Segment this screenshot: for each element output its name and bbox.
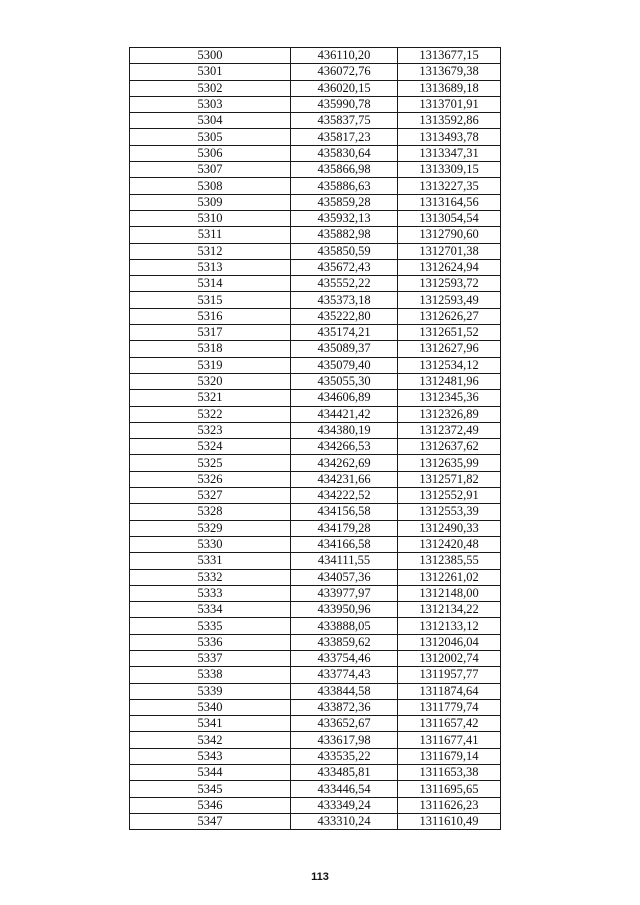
point-number-cell: 5306 xyxy=(130,145,291,161)
y-coordinate-cell: 1312372,49 xyxy=(398,422,501,438)
y-coordinate-cell: 1311779,74 xyxy=(398,699,501,715)
point-number-cell: 5313 xyxy=(130,259,291,275)
point-number-cell: 5340 xyxy=(130,699,291,715)
x-coordinate-cell: 433859,62 xyxy=(291,634,398,650)
table-row xyxy=(130,618,501,634)
x-coordinate-cell: 433872,36 xyxy=(291,699,398,715)
y-coordinate-cell: 1312790,60 xyxy=(398,227,501,243)
point-number-cell: 5315 xyxy=(130,292,291,308)
y-coordinate-cell: 1311957,77 xyxy=(398,667,501,683)
y-coordinate-cell: 1312593,72 xyxy=(398,276,501,292)
y-coordinate-cell: 1311653,38 xyxy=(398,765,501,781)
x-coordinate-cell: 435932,13 xyxy=(291,210,398,226)
table-row xyxy=(130,325,501,341)
table-row xyxy=(130,455,501,471)
y-coordinate-cell: 1312490,33 xyxy=(398,520,501,536)
table-row xyxy=(130,439,501,455)
y-coordinate-cell: 1312627,96 xyxy=(398,341,501,357)
y-coordinate-cell: 1312326,89 xyxy=(398,406,501,422)
x-coordinate-cell: 435886,63 xyxy=(291,178,398,194)
x-coordinate-cell: 435373,18 xyxy=(291,292,398,308)
table-row xyxy=(130,341,501,357)
x-coordinate-cell: 433310,24 xyxy=(291,813,398,829)
x-coordinate-cell: 434179,28 xyxy=(291,520,398,536)
x-coordinate-cell: 435222,80 xyxy=(291,308,398,324)
x-coordinate-cell: 433754,46 xyxy=(291,650,398,666)
x-coordinate-cell: 435055,30 xyxy=(291,373,398,389)
point-number-cell: 5339 xyxy=(130,683,291,699)
point-number-cell: 5319 xyxy=(130,357,291,373)
y-coordinate-cell: 1312002,74 xyxy=(398,650,501,666)
table-row xyxy=(130,292,501,308)
point-number-cell: 5324 xyxy=(130,439,291,455)
table-row xyxy=(130,162,501,178)
y-coordinate-cell: 1312534,12 xyxy=(398,357,501,373)
table-row xyxy=(130,667,501,683)
table-row xyxy=(130,536,501,552)
table-row xyxy=(130,373,501,389)
table-row xyxy=(130,390,501,406)
y-coordinate-cell: 1313679,38 xyxy=(398,64,501,80)
table-row xyxy=(130,602,501,618)
x-coordinate-cell: 434231,66 xyxy=(291,471,398,487)
point-number-cell: 5330 xyxy=(130,536,291,552)
point-number-cell: 5311 xyxy=(130,227,291,243)
table-row xyxy=(130,276,501,292)
table-row xyxy=(130,650,501,666)
y-coordinate-cell: 1311610,49 xyxy=(398,813,501,829)
point-number-cell: 5312 xyxy=(130,243,291,259)
table-row xyxy=(130,357,501,373)
point-number-cell: 5344 xyxy=(130,765,291,781)
table-row xyxy=(130,96,501,112)
table-row xyxy=(130,406,501,422)
x-coordinate-cell: 433485,81 xyxy=(291,765,398,781)
point-number-cell: 5337 xyxy=(130,650,291,666)
table-row xyxy=(130,683,501,699)
point-number-cell: 5307 xyxy=(130,162,291,178)
point-number-cell: 5326 xyxy=(130,471,291,487)
x-coordinate-cell: 433888,05 xyxy=(291,618,398,634)
point-number-cell: 5314 xyxy=(130,276,291,292)
x-coordinate-cell: 434266,53 xyxy=(291,439,398,455)
x-coordinate-cell: 433844,58 xyxy=(291,683,398,699)
x-coordinate-cell: 433535,22 xyxy=(291,748,398,764)
point-number-cell: 5329 xyxy=(130,520,291,536)
table-row xyxy=(130,781,501,797)
table-row xyxy=(130,504,501,520)
table-row xyxy=(130,64,501,80)
y-coordinate-cell: 1312134,22 xyxy=(398,602,501,618)
x-coordinate-cell: 435552,22 xyxy=(291,276,398,292)
y-coordinate-cell: 1312637,62 xyxy=(398,439,501,455)
table-row xyxy=(130,80,501,96)
y-coordinate-cell: 1313677,15 xyxy=(398,48,501,64)
y-coordinate-cell: 1312345,36 xyxy=(398,390,501,406)
x-coordinate-cell: 435866,98 xyxy=(291,162,398,178)
point-number-cell: 5347 xyxy=(130,813,291,829)
x-coordinate-cell: 436110,20 xyxy=(291,48,398,64)
y-coordinate-cell: 1313164,56 xyxy=(398,194,501,210)
y-coordinate-cell: 1311626,23 xyxy=(398,797,501,813)
coordinate-table xyxy=(129,47,501,830)
y-coordinate-cell: 1312552,91 xyxy=(398,488,501,504)
table-row xyxy=(130,113,501,129)
point-number-cell: 5300 xyxy=(130,48,291,64)
point-number-cell: 5325 xyxy=(130,455,291,471)
y-coordinate-cell: 1311874,64 xyxy=(398,683,501,699)
x-coordinate-cell: 433977,97 xyxy=(291,585,398,601)
table-row xyxy=(130,178,501,194)
x-coordinate-cell: 434262,69 xyxy=(291,455,398,471)
table-row xyxy=(130,634,501,650)
y-coordinate-cell: 1312385,55 xyxy=(398,553,501,569)
y-coordinate-cell: 1312624,94 xyxy=(398,259,501,275)
point-number-cell: 5309 xyxy=(130,194,291,210)
point-number-cell: 5310 xyxy=(130,210,291,226)
point-number-cell: 5342 xyxy=(130,732,291,748)
table-row xyxy=(130,813,501,829)
point-number-cell: 5345 xyxy=(130,781,291,797)
y-coordinate-cell: 1312481,96 xyxy=(398,373,501,389)
x-coordinate-cell: 436020,15 xyxy=(291,80,398,96)
table-row xyxy=(130,194,501,210)
x-coordinate-cell: 436072,76 xyxy=(291,64,398,80)
point-number-cell: 5322 xyxy=(130,406,291,422)
x-coordinate-cell: 433950,96 xyxy=(291,602,398,618)
x-coordinate-cell: 434421,42 xyxy=(291,406,398,422)
table-row xyxy=(130,471,501,487)
y-coordinate-cell: 1313054,54 xyxy=(398,210,501,226)
y-coordinate-cell: 1312701,38 xyxy=(398,243,501,259)
point-number-cell: 5321 xyxy=(130,390,291,406)
point-number-cell: 5316 xyxy=(130,308,291,324)
table-row xyxy=(130,308,501,324)
table-row xyxy=(130,732,501,748)
x-coordinate-cell: 435882,98 xyxy=(291,227,398,243)
point-number-cell: 5327 xyxy=(130,488,291,504)
y-coordinate-cell: 1312593,49 xyxy=(398,292,501,308)
y-coordinate-cell: 1311679,14 xyxy=(398,748,501,764)
table-row xyxy=(130,585,501,601)
table-row xyxy=(130,145,501,161)
x-coordinate-cell: 433446,54 xyxy=(291,781,398,797)
x-coordinate-cell: 434057,36 xyxy=(291,569,398,585)
x-coordinate-cell: 434156,58 xyxy=(291,504,398,520)
y-coordinate-cell: 1312651,52 xyxy=(398,325,501,341)
y-coordinate-cell: 1311695,65 xyxy=(398,781,501,797)
table-row xyxy=(130,797,501,813)
table-row xyxy=(130,520,501,536)
y-coordinate-cell: 1313347,31 xyxy=(398,145,501,161)
x-coordinate-cell: 434166,58 xyxy=(291,536,398,552)
point-number-cell: 5304 xyxy=(130,113,291,129)
y-coordinate-cell: 1311657,42 xyxy=(398,716,501,732)
table-row xyxy=(130,569,501,585)
y-coordinate-cell: 1313309,15 xyxy=(398,162,501,178)
coordinate-table-body xyxy=(130,48,501,830)
point-number-cell: 5336 xyxy=(130,634,291,650)
x-coordinate-cell: 435817,23 xyxy=(291,129,398,145)
table-row xyxy=(130,748,501,764)
y-coordinate-cell: 1313689,18 xyxy=(398,80,501,96)
point-number-cell: 5302 xyxy=(130,80,291,96)
x-coordinate-cell: 435859,28 xyxy=(291,194,398,210)
y-coordinate-cell: 1312420,48 xyxy=(398,536,501,552)
x-coordinate-cell: 434380,19 xyxy=(291,422,398,438)
x-coordinate-cell: 435079,40 xyxy=(291,357,398,373)
y-coordinate-cell: 1312046,04 xyxy=(398,634,501,650)
point-number-cell: 5303 xyxy=(130,96,291,112)
x-coordinate-cell: 433349,24 xyxy=(291,797,398,813)
x-coordinate-cell: 433652,67 xyxy=(291,716,398,732)
point-number-cell: 5331 xyxy=(130,553,291,569)
point-number-cell: 5341 xyxy=(130,716,291,732)
y-coordinate-cell: 1312626,27 xyxy=(398,308,501,324)
y-coordinate-cell: 1312571,82 xyxy=(398,471,501,487)
y-coordinate-cell: 1313493,78 xyxy=(398,129,501,145)
x-coordinate-cell: 434222,52 xyxy=(291,488,398,504)
x-coordinate-cell: 435830,64 xyxy=(291,145,398,161)
y-coordinate-cell: 1312133,12 xyxy=(398,618,501,634)
table-row xyxy=(130,243,501,259)
y-coordinate-cell: 1313701,91 xyxy=(398,96,501,112)
x-coordinate-cell: 434111,55 xyxy=(291,553,398,569)
x-coordinate-cell: 433774,43 xyxy=(291,667,398,683)
table-row xyxy=(130,422,501,438)
table-row xyxy=(130,129,501,145)
y-coordinate-cell: 1312553,39 xyxy=(398,504,501,520)
point-number-cell: 5333 xyxy=(130,585,291,601)
table-row xyxy=(130,259,501,275)
x-coordinate-cell: 433617,98 xyxy=(291,732,398,748)
y-coordinate-cell: 1312261,02 xyxy=(398,569,501,585)
point-number-cell: 5335 xyxy=(130,618,291,634)
table-row xyxy=(130,553,501,569)
point-number-cell: 5318 xyxy=(130,341,291,357)
point-number-cell: 5332 xyxy=(130,569,291,585)
x-coordinate-cell: 435850,59 xyxy=(291,243,398,259)
x-coordinate-cell: 435174,21 xyxy=(291,325,398,341)
x-coordinate-cell: 435837,75 xyxy=(291,113,398,129)
point-number-cell: 5320 xyxy=(130,373,291,389)
y-coordinate-cell: 1313227,35 xyxy=(398,178,501,194)
point-number-cell: 5317 xyxy=(130,325,291,341)
point-number-cell: 5328 xyxy=(130,504,291,520)
point-number-cell: 5343 xyxy=(130,748,291,764)
y-coordinate-cell: 1312635,99 xyxy=(398,455,501,471)
table-row xyxy=(130,699,501,715)
point-number-cell: 5323 xyxy=(130,422,291,438)
point-number-cell: 5301 xyxy=(130,64,291,80)
x-coordinate-cell: 434606,89 xyxy=(291,390,398,406)
table-row xyxy=(130,227,501,243)
point-number-cell: 5346 xyxy=(130,797,291,813)
point-number-cell: 5305 xyxy=(130,129,291,145)
point-number-cell: 5334 xyxy=(130,602,291,618)
table-row xyxy=(130,210,501,226)
table-row xyxy=(130,765,501,781)
table-row xyxy=(130,716,501,732)
point-number-cell: 5308 xyxy=(130,178,291,194)
x-coordinate-cell: 435089,37 xyxy=(291,341,398,357)
table-row xyxy=(130,48,501,64)
y-coordinate-cell: 1311677,41 xyxy=(398,732,501,748)
x-coordinate-cell: 435672,43 xyxy=(291,259,398,275)
page-number: 113 xyxy=(311,871,329,883)
point-number-cell: 5338 xyxy=(130,667,291,683)
x-coordinate-cell: 435990,78 xyxy=(291,96,398,112)
y-coordinate-cell: 1312148,00 xyxy=(398,585,501,601)
y-coordinate-cell: 1313592,86 xyxy=(398,113,501,129)
table-row xyxy=(130,488,501,504)
